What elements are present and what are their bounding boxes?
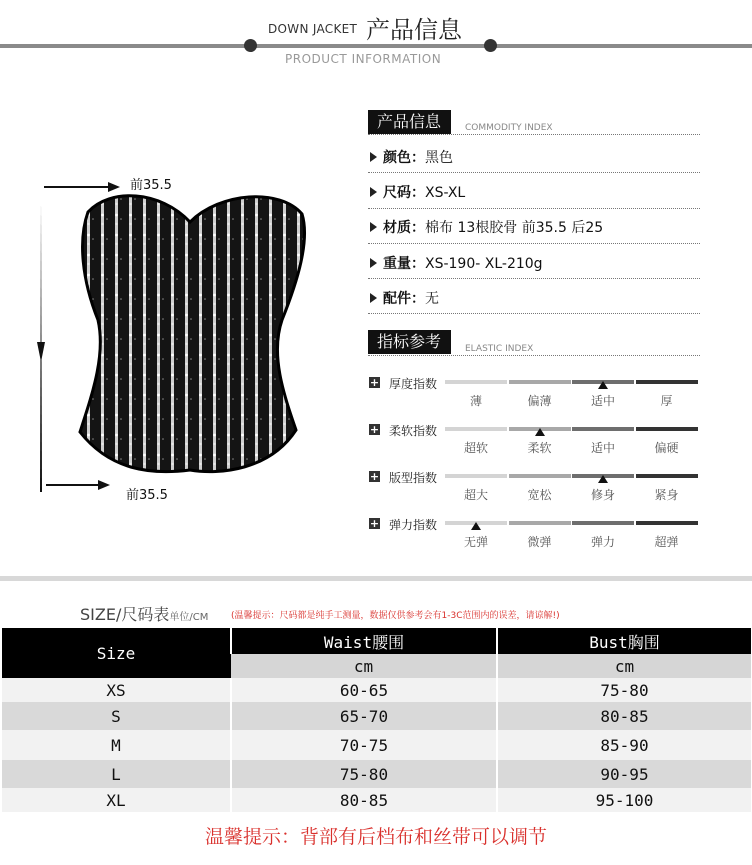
size-table-note: (温馨提示：尺码都是纯手工测量，数据仅供参考会有1-3C范围内的误差，请谅解!) — [231, 611, 560, 621]
bust-cell: 80-85 — [497, 702, 751, 730]
bullet-icon — [370, 152, 377, 162]
header-size: Size — [2, 628, 231, 678]
header-bust: Bust胸围 — [497, 628, 751, 654]
elastic-divider — [368, 355, 700, 356]
table-row — [2, 788, 751, 812]
elastic-tag: 指标参考 — [368, 330, 451, 354]
index-option: 薄 — [469, 394, 482, 408]
size-cell: M — [111, 735, 121, 755]
bullet-icon — [370, 293, 377, 303]
index-marker-icon — [598, 475, 608, 483]
index-bar-segment — [636, 427, 698, 431]
spec-size: 尺码：XS-XL — [370, 182, 465, 204]
index-option: 柔软 — [527, 441, 552, 455]
header-dot-right — [484, 39, 497, 52]
size-cell: XL — [106, 790, 126, 810]
spec-weight: 重量：XS-190- XL-210g — [370, 253, 543, 275]
spec-divider — [368, 243, 700, 244]
height-dimension-arrow — [37, 202, 41, 492]
index-bar-segment — [445, 380, 507, 384]
spec-accessories: 配件：无 — [370, 288, 439, 310]
commodity-divider — [368, 134, 700, 135]
top-dimension-label: 前35.5 — [130, 178, 172, 193]
index-bar-segment — [509, 474, 571, 478]
spec-color: 颜色：黑色 — [370, 147, 453, 169]
index-bar-segment — [572, 427, 634, 431]
index-bar-segment — [509, 380, 571, 384]
index-option: 弹力 — [590, 535, 615, 549]
index-option: 偏薄 — [527, 394, 552, 408]
index-option: 超软 — [463, 441, 488, 455]
plus-icon: + — [369, 517, 380, 530]
commodity-tag: 产品信息 — [368, 110, 451, 134]
index-option: 宽松 — [527, 488, 552, 502]
spec-divider — [368, 208, 700, 209]
index-label: 柔软指数 — [389, 424, 438, 438]
bust-cell: 75-80 — [497, 678, 751, 702]
spec-divider — [368, 172, 700, 173]
index-option: 微弹 — [527, 535, 552, 549]
bottom-dimension-arrow — [46, 484, 100, 486]
table-row — [2, 760, 751, 788]
header-waist: Waist腰围 — [231, 628, 497, 654]
header-title: 产品信息 — [366, 16, 462, 44]
size-cell: XS — [106, 680, 126, 700]
waist-cell: 60-65 — [231, 678, 497, 702]
waist-cell: 80-85 — [231, 788, 497, 812]
plus-icon: + — [369, 470, 380, 483]
index-bar-segment — [636, 521, 698, 525]
index-option: 适中 — [590, 441, 615, 455]
index-label: 弹力指数 — [389, 518, 438, 532]
index-option: 紧身 — [654, 488, 679, 502]
index-bar-segment — [636, 474, 698, 478]
spec-divider — [368, 313, 700, 314]
index-option: 超弹 — [654, 535, 679, 549]
bust-cell: 95-100 — [497, 788, 751, 812]
plus-icon: + — [369, 376, 380, 389]
header-dot-left — [244, 39, 257, 52]
index-bar-segment — [445, 427, 507, 431]
index-option: 修身 — [590, 488, 615, 502]
size-cell: S — [111, 706, 121, 726]
index-bar-segment — [509, 521, 571, 525]
bullet-icon — [370, 222, 377, 232]
size-title-text: SIZE/尺码表 — [80, 605, 170, 624]
elastic-tag-en: ELASTIC INDEX — [465, 344, 534, 354]
size-table-title — [80, 602, 208, 625]
corset-image — [40, 170, 340, 500]
waist-cell: 75-80 — [231, 760, 497, 788]
table-row — [2, 702, 751, 730]
corset-figure — [40, 170, 340, 500]
warning-text: 温馨提示：背部有后档布和丝带可以调节 — [204, 826, 547, 848]
waist-cell: 65-70 — [231, 702, 497, 730]
index-bar-segment — [572, 521, 634, 525]
index-option: 适中 — [590, 394, 615, 408]
bust-cell: 90-95 — [497, 760, 751, 788]
section-separator — [0, 576, 752, 581]
bust-cell: 85-90 — [497, 730, 751, 760]
index-marker-icon — [535, 428, 545, 436]
index-bar-segment — [445, 474, 507, 478]
index-label: 厚度指数 — [389, 377, 438, 391]
commodity-tag-en: COMMODITY INDEX — [465, 123, 553, 133]
header-bust-unit: cm — [497, 654, 751, 678]
plus-icon: + — [369, 423, 380, 436]
index-option: 偏硬 — [654, 441, 679, 455]
index-label: 版型指数 — [389, 471, 438, 485]
table-row — [2, 678, 751, 702]
size-unit-text: 单位/CM — [169, 612, 209, 623]
size-table — [2, 628, 751, 812]
index-option: 厚 — [660, 394, 673, 408]
header-subtitle: PRODUCT INFORMATION — [285, 52, 442, 66]
bottom-dimension-label: 前35.5 — [126, 488, 168, 503]
bullet-icon — [370, 187, 377, 197]
index-marker-icon — [598, 381, 608, 389]
index-bar-segment — [636, 380, 698, 384]
table-row — [2, 730, 751, 760]
index-marker-icon — [471, 522, 481, 530]
index-option: 无弹 — [463, 535, 488, 549]
size-cell: L — [111, 764, 121, 784]
header-waist-unit: cm — [231, 654, 497, 678]
index-option: 超大 — [463, 488, 488, 502]
header-en-label: DOWN JACKET — [268, 22, 358, 36]
spec-divider — [368, 278, 700, 279]
bullet-icon — [370, 258, 377, 268]
spec-material: 材质：棉布 13根胶骨 前35.5 后25 — [370, 217, 603, 239]
waist-cell: 70-75 — [231, 730, 497, 760]
top-dimension-arrow — [44, 186, 110, 188]
